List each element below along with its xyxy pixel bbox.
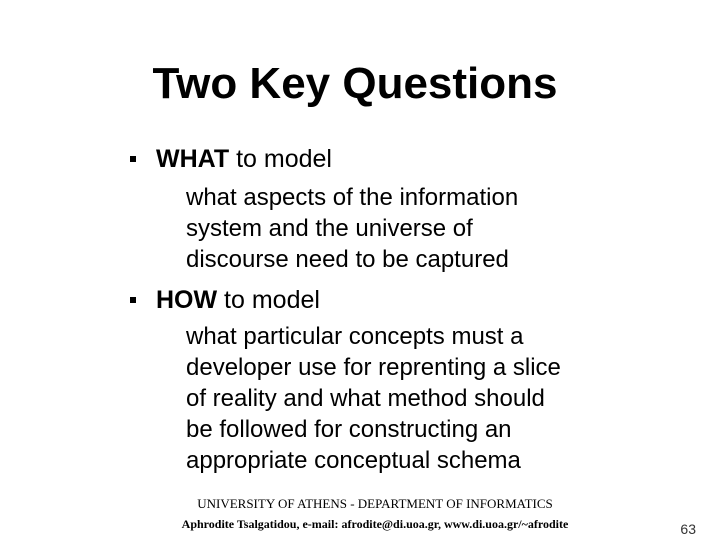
- description-line: what particular concepts must a: [186, 323, 524, 350]
- description-line: appropriate conceptual schema: [186, 447, 521, 474]
- description-line: system and the universe of: [186, 215, 473, 242]
- page-number: 63: [680, 521, 696, 537]
- bullet-heading-text: to model: [229, 145, 332, 173]
- description-line: of reality and what method should: [186, 385, 545, 412]
- footer-institution: UNIVERSITY OF ATHENS - DEPARTMENT OF INFORMATICS: [197, 496, 553, 511]
- footer-contact: Aphrodite Tsalgatidou, e-mail: afrodite@di.uoa.gr, www.di.uoa.gr/~afrodite: [181, 517, 569, 531]
- bullet-description-how: [186, 321, 616, 476]
- bullet-description-what: [186, 182, 616, 275]
- bullet-keyword: WHAT: [156, 145, 230, 173]
- description-line: be followed for constructing an: [186, 416, 512, 443]
- bullet-marker-icon: [130, 156, 136, 162]
- description-line: developer use for reprenting a slice: [186, 354, 561, 381]
- description-line: discourse need to be captured: [186, 246, 509, 273]
- bullet-heading-what: [156, 143, 332, 175]
- bullet-heading-text: to model: [217, 286, 320, 314]
- bullet-heading-how: [156, 284, 320, 316]
- slide-title: Two Key Questions: [152, 59, 558, 108]
- slide-footer: [130, 494, 620, 534]
- bullet-marker-icon: [130, 297, 136, 303]
- bullet-keyword: HOW: [156, 286, 218, 314]
- description-line: what aspects of the information: [186, 184, 519, 211]
